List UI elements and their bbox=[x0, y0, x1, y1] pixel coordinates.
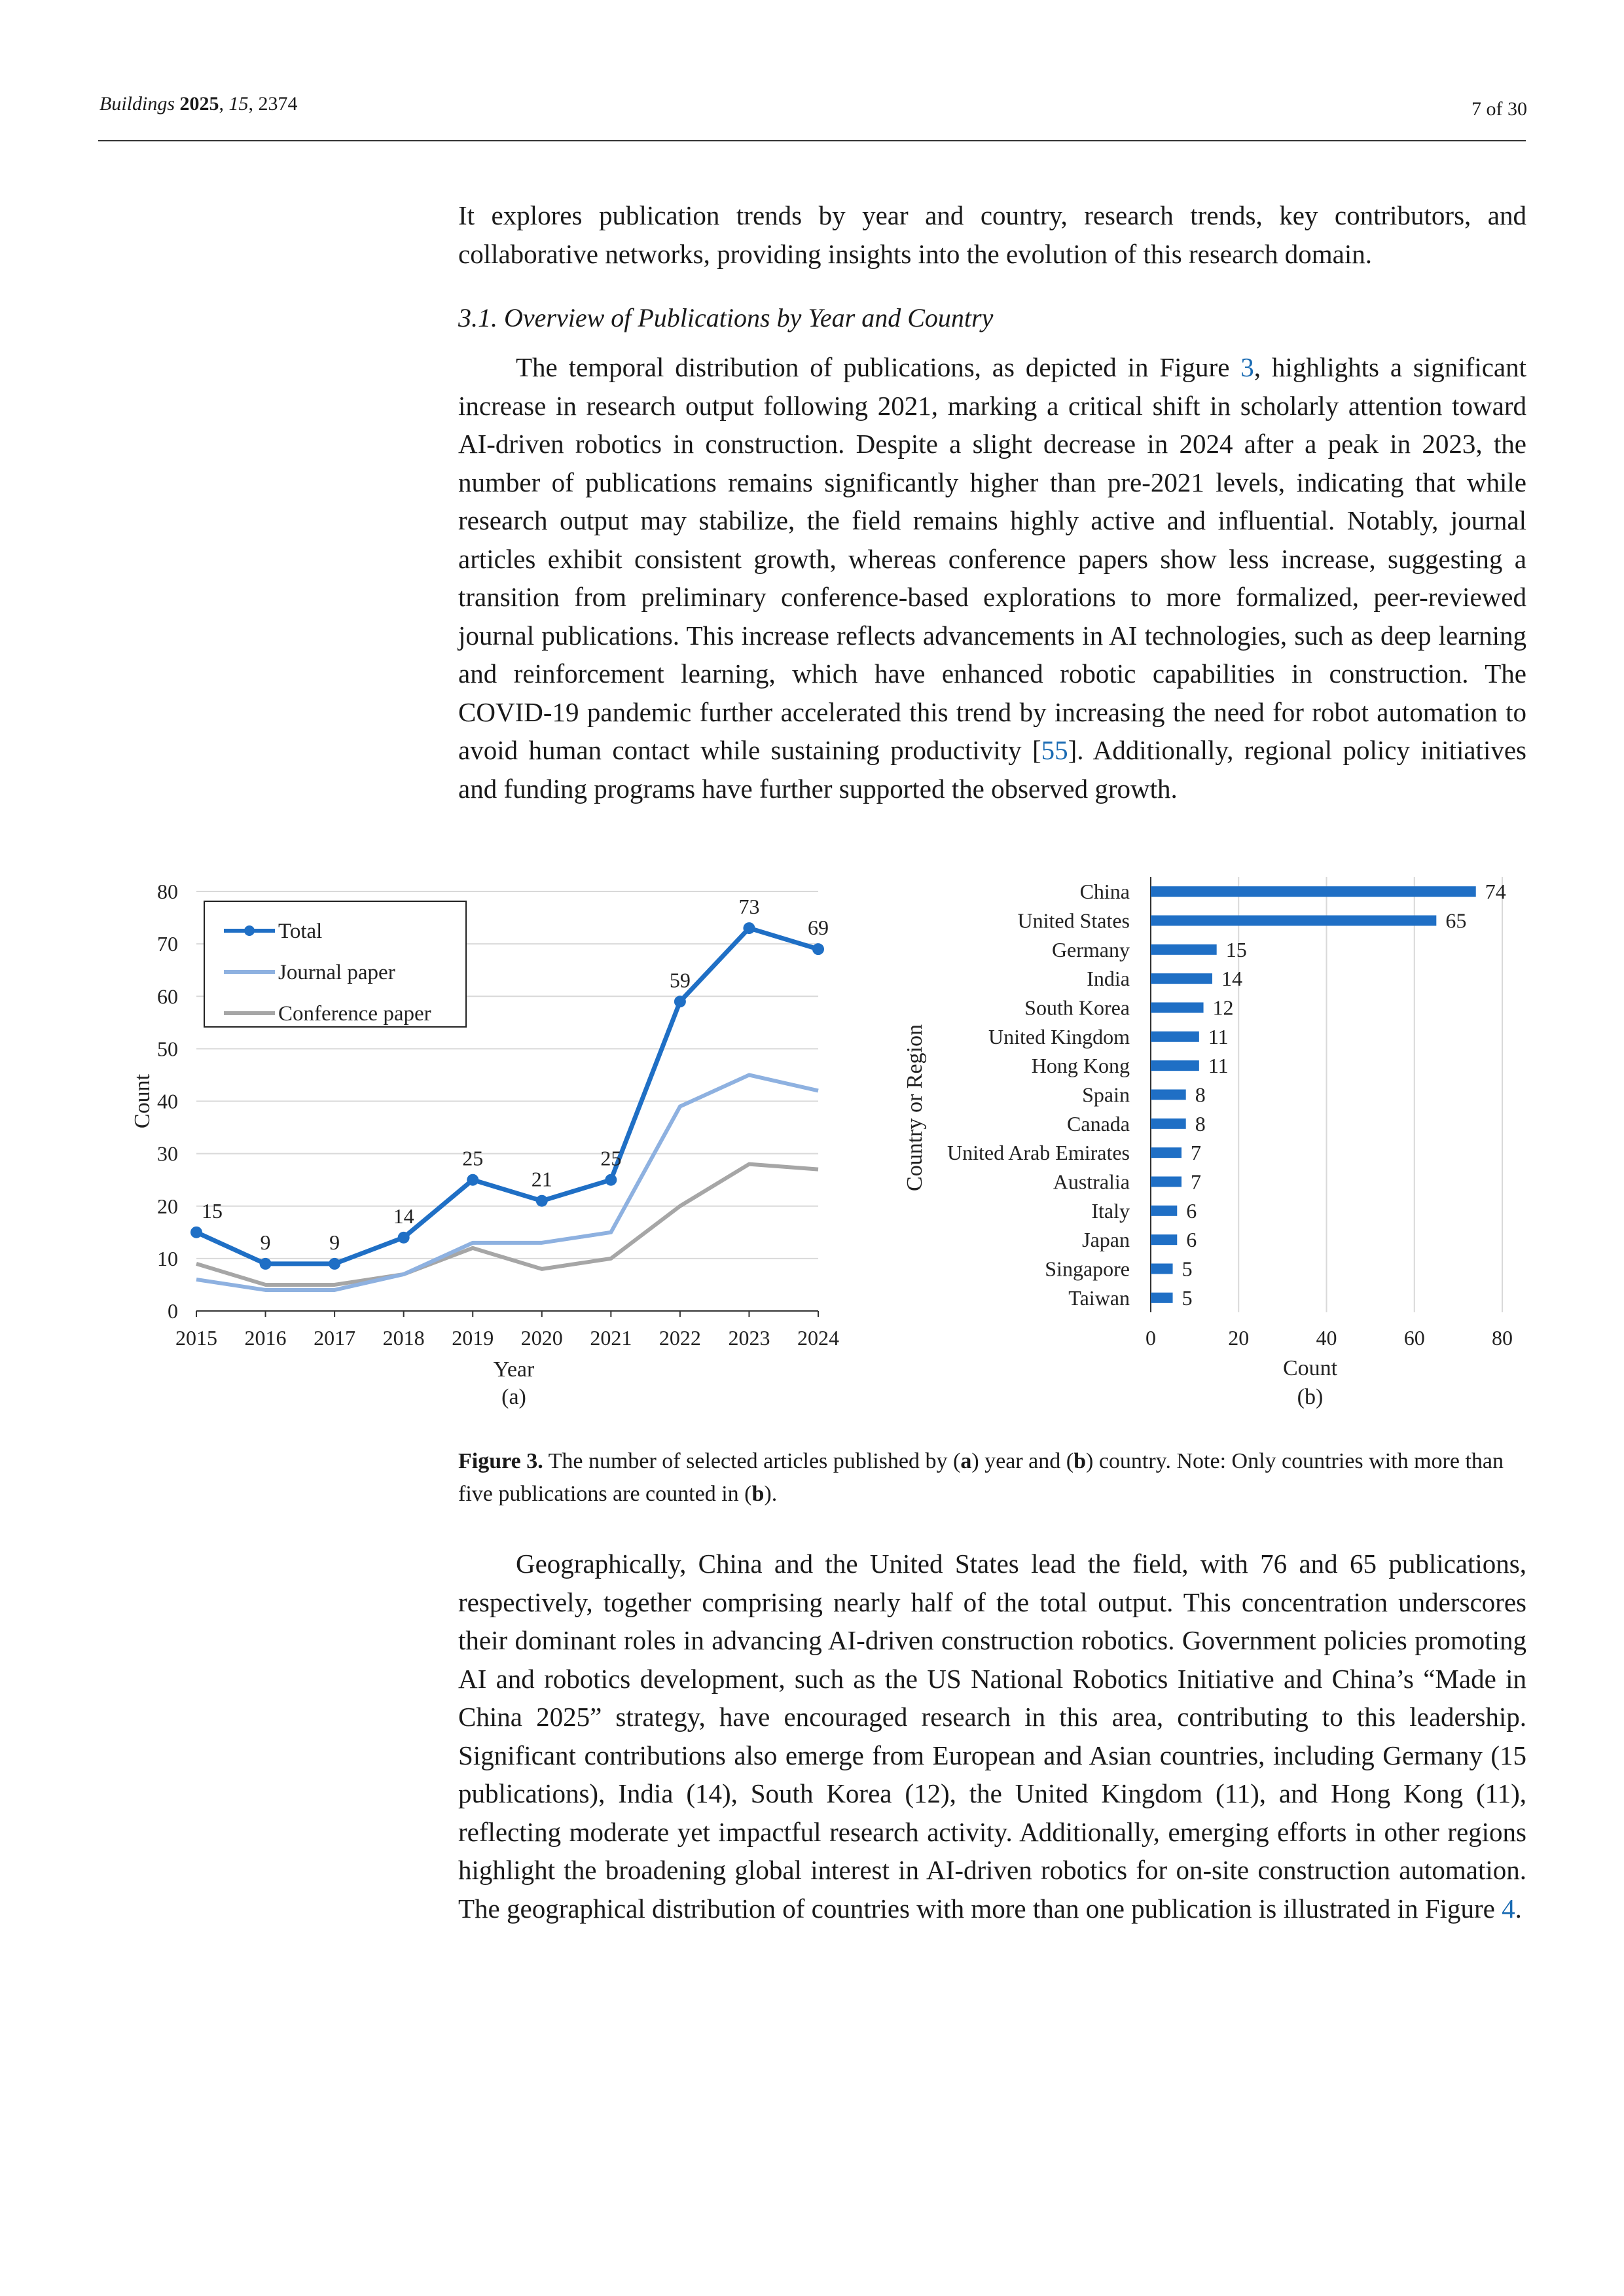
category-label: India bbox=[1087, 967, 1130, 991]
category-label: South Korea bbox=[1024, 996, 1130, 1020]
bar bbox=[1151, 916, 1436, 926]
header-divider bbox=[98, 140, 1526, 141]
y-tick-label: 80 bbox=[157, 880, 178, 903]
data-label: 5 bbox=[1182, 1257, 1193, 1281]
data-label: 6 bbox=[1186, 1228, 1197, 1252]
data-label: 69 bbox=[808, 916, 829, 940]
data-label: 14 bbox=[393, 1204, 414, 1228]
category-label: United States bbox=[1017, 908, 1130, 933]
legend-label: Conference paper bbox=[278, 1002, 431, 1026]
y-tick-label: 0 bbox=[168, 1299, 178, 1323]
category-label: Canada bbox=[1067, 1111, 1130, 1136]
panel-label-a: (a) bbox=[501, 1385, 526, 1409]
bar bbox=[1151, 973, 1212, 984]
data-label: 73 bbox=[738, 895, 760, 919]
bar bbox=[1151, 886, 1476, 897]
category-label: United Arab Emirates bbox=[947, 1141, 1130, 1165]
data-label: 7 bbox=[1190, 1141, 1201, 1165]
bar bbox=[1151, 1177, 1182, 1187]
category-label: Taiwan bbox=[1068, 1285, 1130, 1310]
data-label: 11 bbox=[1208, 1024, 1229, 1049]
bar bbox=[1151, 1119, 1186, 1129]
category-label: China bbox=[1079, 880, 1130, 904]
data-label: 9 bbox=[260, 1230, 271, 1254]
data-point bbox=[605, 1174, 617, 1186]
bar bbox=[1151, 1234, 1177, 1245]
data-label: 21 bbox=[531, 1167, 552, 1191]
x-tick-label: 2016 bbox=[244, 1326, 287, 1350]
section-heading: 3.1. Overview of Publications by Year and Country bbox=[458, 303, 994, 332]
x-tick-label: 80 bbox=[1492, 1326, 1513, 1350]
data-point bbox=[260, 1258, 272, 1270]
x-axis-title: Year bbox=[493, 1357, 535, 1382]
data-point bbox=[190, 1227, 202, 1238]
figure-4-link[interactable]: 4 bbox=[1502, 1893, 1515, 1924]
x-tick-label: 2024 bbox=[797, 1326, 839, 1350]
data-label: 12 bbox=[1212, 996, 1234, 1020]
data-label: 5 bbox=[1182, 1285, 1193, 1310]
category-label: Singapore bbox=[1045, 1257, 1130, 1281]
y-tick-label: 20 bbox=[157, 1194, 178, 1218]
bar bbox=[1151, 1003, 1204, 1013]
journal-year: 2025 bbox=[179, 93, 219, 115]
y-tick-label: 10 bbox=[157, 1246, 178, 1270]
intro-paragraph: It explores publication trends by year and country, research trends, key contributors, and collaborative networks, providing insights into the evolution of this research domain. bbox=[458, 200, 1526, 269]
bar bbox=[1151, 944, 1217, 955]
series-line-conference-paper bbox=[196, 1164, 818, 1285]
y-axis-title: Count bbox=[130, 1073, 154, 1129]
y-tick-label: 50 bbox=[157, 1037, 178, 1061]
data-label: 15 bbox=[1225, 937, 1247, 961]
line-chart-svg bbox=[124, 877, 877, 1427]
bar bbox=[1151, 1147, 1182, 1158]
x-tick-label: 60 bbox=[1403, 1326, 1425, 1350]
figure-3b-bar-chart bbox=[897, 874, 1525, 1430]
data-label: 8 bbox=[1195, 1083, 1206, 1107]
data-point bbox=[398, 1232, 410, 1244]
data-label: 65 bbox=[1445, 908, 1467, 933]
x-tick-label: 2020 bbox=[520, 1326, 563, 1350]
category-label: Japan bbox=[1082, 1228, 1130, 1252]
data-label: 59 bbox=[669, 968, 691, 992]
bar bbox=[1151, 1206, 1177, 1216]
citation-55-link[interactable]: 55 bbox=[1041, 735, 1068, 765]
bar bbox=[1151, 1060, 1199, 1071]
data-label: 6 bbox=[1186, 1198, 1197, 1223]
y-tick-label: 30 bbox=[157, 1141, 178, 1166]
legend-label: Total bbox=[278, 920, 323, 943]
data-point bbox=[812, 943, 824, 955]
legend-label: Journal paper bbox=[278, 961, 395, 984]
category-label: Hong Kong bbox=[1031, 1054, 1130, 1078]
x-tick-label: 40 bbox=[1316, 1326, 1337, 1350]
body-paragraph-2: Geographically, China and the United States lead the field, with 76 and 65 publications, respectively, together comprising nearly half of the total output. This concentration underscores their dominant roles in advancing AI-driven construction robotics. Government policies promoting AI and robotics development, such as the US National Robotics Initiative and China’s “Made in China 2025” strategy, have encouraged research in this area, contributing to this leadership. Significant contributions also emerge from European and Asian countries, including Germany (15 publications), India (14), South Korea (12), the United Kingdom (11), and Hong Kong (11), reflecting moderate yet impactful research activity. Additionally, emerging efforts in other regions highlight the broadening global interest in AI-driven robotics for on-site construction automation. The geographical distribution of countries with more than one publication is illustrated in Figure 4. bbox=[458, 1549, 1526, 1924]
figure-3a-line-chart bbox=[124, 877, 877, 1430]
y-tick-label: 40 bbox=[157, 1089, 178, 1113]
x-tick-label: 0 bbox=[1146, 1326, 1156, 1350]
journal-volume: 15 bbox=[228, 93, 249, 115]
x-tick-label: 20 bbox=[1228, 1326, 1250, 1350]
bar-chart-svg bbox=[897, 874, 1525, 1427]
data-label: 7 bbox=[1190, 1170, 1201, 1194]
bar bbox=[1151, 1090, 1186, 1100]
bar bbox=[1151, 1264, 1173, 1274]
category-label: Australia bbox=[1053, 1170, 1130, 1194]
running-header: Buildings 2025, 15, 2374 bbox=[99, 93, 298, 115]
data-label: 14 bbox=[1221, 967, 1242, 991]
data-point bbox=[743, 922, 755, 934]
article-number: 2374 bbox=[258, 93, 298, 115]
x-axis-title: Count bbox=[1282, 1356, 1338, 1380]
x-tick-label: 2015 bbox=[175, 1326, 217, 1350]
x-tick-label: 2023 bbox=[728, 1326, 770, 1350]
data-point bbox=[674, 996, 686, 1007]
y-tick-label: 70 bbox=[157, 932, 178, 956]
data-label: 15 bbox=[202, 1198, 223, 1223]
data-label: 9 bbox=[329, 1230, 340, 1254]
journal-name: Buildings bbox=[99, 93, 175, 115]
bar bbox=[1151, 1293, 1173, 1303]
legend-marker bbox=[244, 925, 255, 936]
data-point bbox=[329, 1258, 340, 1270]
x-tick-label: 2021 bbox=[590, 1326, 632, 1350]
y-axis-title: Country or Region bbox=[903, 1024, 927, 1191]
data-label: 8 bbox=[1195, 1111, 1206, 1136]
caption-label: Figure 3. bbox=[458, 1449, 543, 1473]
x-tick-label: 2022 bbox=[659, 1326, 701, 1350]
body-paragraph-1: The temporal distribution of publications, as depicted in Figure 3, highlights a significant increase in research output following 2021, marking a critical shift in scholarly attention toward AI-driven robotics in construction. Despite a slight decrease in 2024 after a peak in 2023, the number of publications remains significantly higher than pre-2021 levels, indicating that while research output may stabilize, the field remains highly active and influential. Notably, journal articles exhibit consistent growth, whereas conference papers show less increase, suggesting a transition from preliminary conference-based explorations to more formalized, peer-reviewed journal publications. This increase reflects advancements in AI technologies, such as deep learning and reinforcement learning, which have enhanced robotic capabilities in construction. The COVID-19 pandemic further accelerated this trend by increasing the need for robot automation to avoid human contact while sustaining productivity [55]. Additionally, regional policy initiatives and funding programs have further supported the observed growth. bbox=[458, 352, 1526, 804]
data-label: 74 bbox=[1485, 880, 1506, 904]
category-label: United Kingdom bbox=[988, 1024, 1130, 1049]
data-label: 25 bbox=[462, 1146, 484, 1170]
category-label: Spain bbox=[1082, 1083, 1130, 1107]
x-tick-label: 2018 bbox=[382, 1326, 425, 1350]
y-tick-label: 60 bbox=[157, 984, 178, 1009]
panel-label-b: (b) bbox=[1297, 1385, 1324, 1409]
x-tick-label: 2019 bbox=[452, 1326, 494, 1350]
data-point bbox=[536, 1195, 548, 1207]
data-label: 11 bbox=[1208, 1054, 1229, 1078]
category-label: Italy bbox=[1091, 1198, 1130, 1223]
page-number: 7 of 30 bbox=[1471, 98, 1527, 120]
bar bbox=[1151, 1031, 1199, 1042]
data-label: 25 bbox=[600, 1146, 622, 1170]
x-tick-label: 2017 bbox=[314, 1326, 356, 1350]
data-point bbox=[467, 1174, 478, 1186]
figure-caption: Figure 3. The number of selected articles published by (a) year and (b) country. Note: Only countries with more than five publications are counted in (b). bbox=[458, 1449, 1504, 1506]
figure-3-link[interactable]: 3 bbox=[1240, 352, 1254, 382]
category-label: Germany bbox=[1051, 937, 1130, 961]
